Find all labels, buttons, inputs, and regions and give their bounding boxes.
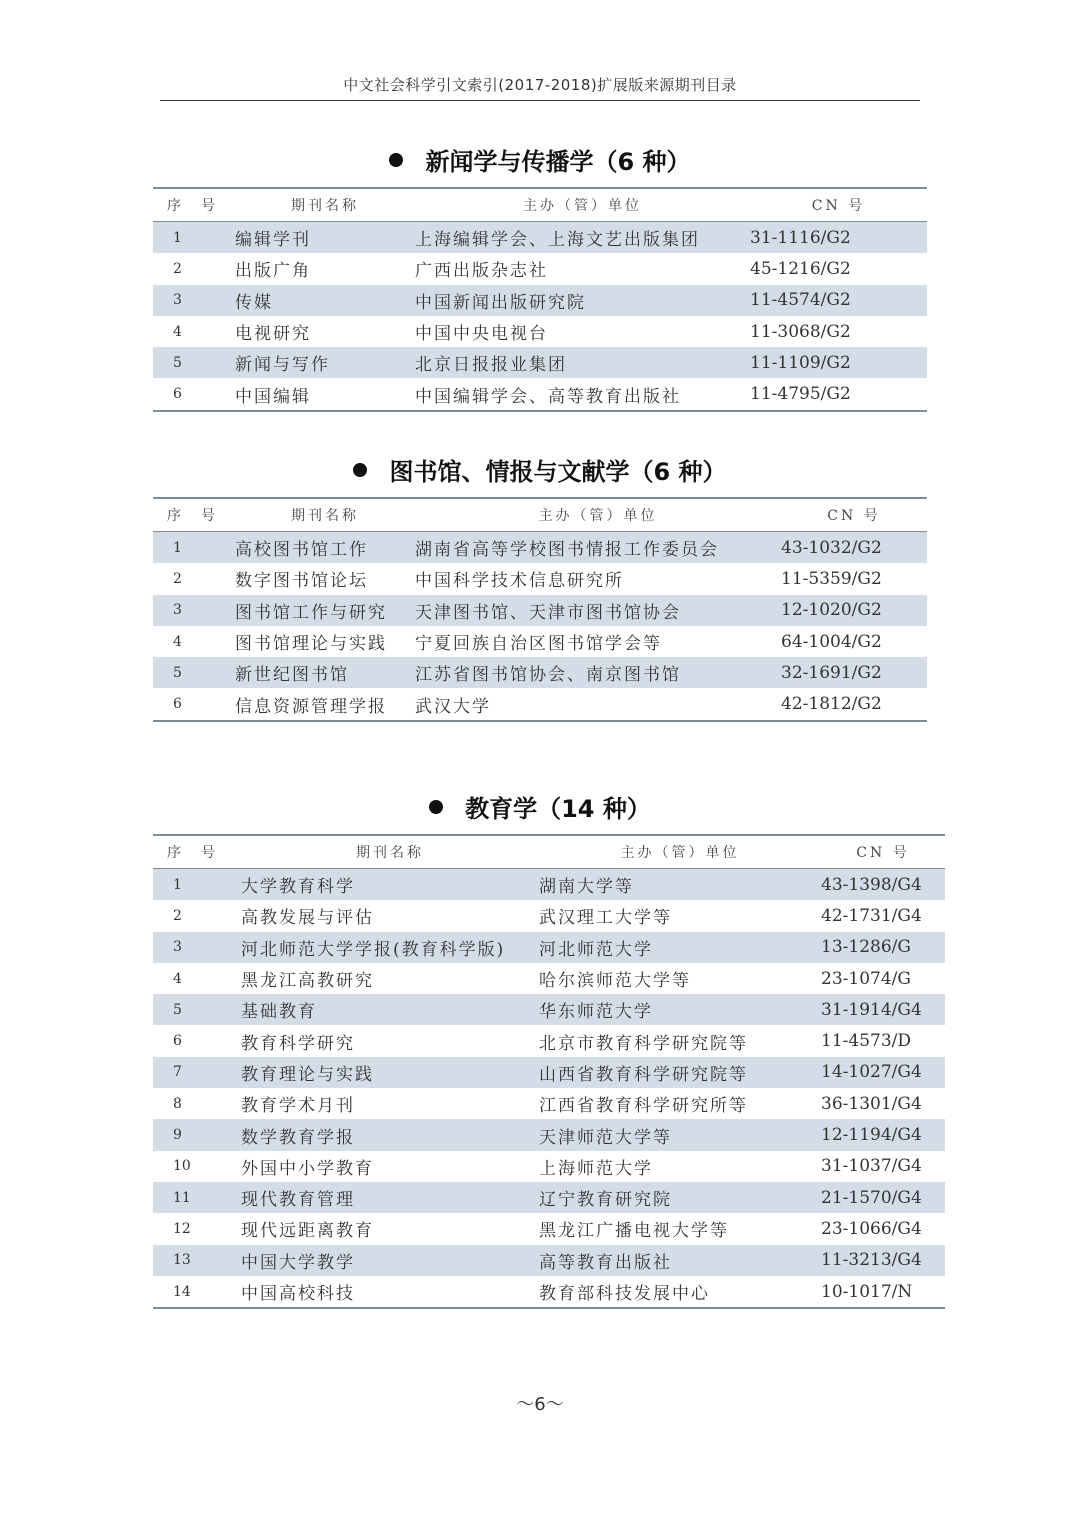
cn-number: 11-3068/G2 <box>750 321 851 342</box>
row-index: 1 <box>153 532 235 564</box>
journal-name: 教育科学研究 <box>241 1033 355 1054</box>
journal-name: 外国中小学教育 <box>241 1158 374 1179</box>
journal-name: 现代教育管理 <box>241 1182 539 1213</box>
col-header-cn: CN 号 <box>821 835 945 869</box>
journal-name: 新闻与写作 <box>235 347 415 378</box>
bullet-icon <box>353 463 367 477</box>
table-header-row <box>153 835 945 869</box>
journal-name: 编辑学刊 <box>235 222 415 254</box>
running-header: 中文社会科学引文索引(2017-2018)扩展版来源期刊目录 <box>343 76 737 94</box>
section-title-education <box>0 789 1080 824</box>
section-title-text: 图书馆、情报与文献学（6 种） <box>389 458 727 486</box>
bullet-icon <box>389 153 403 167</box>
bullet-icon <box>429 800 443 814</box>
sponsor: 北京日报报业集团 <box>415 347 750 378</box>
cn-number: 12-1194/G4 <box>821 1119 945 1150</box>
cn-number: 23-1066/G4 <box>821 1218 922 1239</box>
sponsor: 天津图书馆、天津市图书馆协会 <box>415 595 781 626</box>
row-index: 11 <box>153 1182 241 1213</box>
cn-number: 11-4795/G2 <box>750 378 927 410</box>
table-row <box>153 657 927 688</box>
sponsor: 北京市教育科学研究院等 <box>539 1033 748 1054</box>
cn-number: 12-1020/G2 <box>781 595 927 626</box>
journal-name: 中国高校科技 <box>241 1276 539 1308</box>
cn-number: 43-1398/G4 <box>821 869 945 901</box>
section-title-text: 新闻学与传播学（6 种） <box>425 148 691 176</box>
cn-number: 31-1914/G4 <box>821 994 945 1025</box>
table-journalism <box>153 187 927 412</box>
journal-name: 现代远距离教育 <box>241 1221 374 1242</box>
journal-name: 基础教育 <box>241 994 539 1025</box>
table-row <box>153 1276 945 1308</box>
sponsor: 河北师范大学 <box>539 932 821 963</box>
journal-name: 图书馆工作与研究 <box>235 595 415 626</box>
page-number: ～6～ <box>516 1394 564 1415</box>
cn-number: 11-5359/G2 <box>781 568 882 589</box>
col-header-sponsor: 主办（管）单位 <box>415 498 781 532</box>
sponsor: 武汉理工大学等 <box>539 908 672 929</box>
sponsor: 上海编辑学会、上海文艺出版集团 <box>415 222 750 254</box>
table-row <box>153 869 945 901</box>
cn-number: 36-1301/G4 <box>821 1093 922 1114</box>
table-row <box>153 1088 945 1119</box>
table-row <box>153 378 927 410</box>
section-title-library <box>0 452 1080 487</box>
section-title-text: 教育学（14 种） <box>465 795 651 823</box>
row-index: 12 <box>173 1220 191 1237</box>
row-index: 3 <box>153 285 235 316</box>
row-index: 1 <box>153 869 241 901</box>
table-row <box>153 222 927 254</box>
table-row <box>153 900 945 931</box>
table-row <box>153 563 927 594</box>
row-index: 3 <box>153 595 235 626</box>
col-header-sponsor: 主办（管）单位 <box>539 835 821 869</box>
cn-number: 11-3213/G4 <box>821 1245 945 1276</box>
row-index: 5 <box>153 994 241 1025</box>
sponsor: 中国编辑学会、高等教育出版社 <box>415 378 750 410</box>
row-index: 13 <box>153 1245 241 1276</box>
col-header-journal: 期刊名称 <box>241 835 539 869</box>
table-library <box>153 497 927 722</box>
row-index: 1 <box>153 222 235 254</box>
journal-name: 中国编辑 <box>235 378 415 410</box>
cn-number: 21-1570/G4 <box>821 1182 945 1213</box>
cn-number: 31-1037/G4 <box>821 1156 922 1177</box>
table-row <box>153 347 927 378</box>
sponsor: 湖南大学等 <box>539 869 821 901</box>
row-index: 2 <box>173 907 182 924</box>
row-index: 10 <box>173 1158 191 1175</box>
journal-name: 黑龙江高教研究 <box>241 971 374 992</box>
cn-number: 42-1731/G4 <box>821 905 922 926</box>
table-row <box>153 1245 945 1276</box>
row-index: 2 <box>173 260 182 277</box>
row-index: 4 <box>173 323 182 340</box>
sponsor: 中国中央电视台 <box>415 324 548 345</box>
row-index: 5 <box>153 347 235 378</box>
table-row <box>153 994 945 1025</box>
col-header-journal: 期刊名称 <box>235 498 415 532</box>
sponsor: 教育部科技发展中心 <box>539 1276 821 1308</box>
table-education <box>153 834 945 1309</box>
col-header-journal: 期刊名称 <box>235 188 415 222</box>
sponsor: 湖南省高等学校图书情报工作委员会 <box>415 532 781 564</box>
cn-number: 11-1109/G2 <box>750 347 927 378</box>
sponsor: 上海师范大学 <box>539 1158 653 1179</box>
sponsor: 高等教育出版社 <box>539 1245 821 1276</box>
row-index: 4 <box>173 970 182 987</box>
journal-name: 中国大学教学 <box>241 1245 539 1276</box>
table-header-row <box>153 498 927 532</box>
cn-number: 10-1017/N <box>821 1276 945 1308</box>
row-index: 8 <box>173 1095 182 1112</box>
sponsor: 江西省教育科学研究所等 <box>539 1096 748 1117</box>
row-index: 3 <box>153 932 241 963</box>
cn-number: 14-1027/G4 <box>821 1057 945 1088</box>
sponsor: 宁夏回族自治区图书馆学会等 <box>415 634 662 655</box>
journal-name: 信息资源管理学报 <box>235 688 415 720</box>
cn-number: 43-1032/G2 <box>781 532 927 564</box>
sponsor: 天津师范大学等 <box>539 1119 821 1150</box>
cn-number: 31-1116/G2 <box>750 222 927 254</box>
cn-number: 42-1812/G2 <box>781 688 927 720</box>
col-header-index: 序 号 <box>153 188 235 222</box>
col-header-index: 序 号 <box>153 498 235 532</box>
cn-number: 64-1004/G2 <box>781 631 882 652</box>
table-row <box>153 1057 945 1088</box>
journal-name: 传媒 <box>235 285 415 316</box>
table-row <box>153 1119 945 1150</box>
table-row <box>153 932 945 963</box>
header-rule <box>160 100 920 101</box>
table-row <box>153 285 927 316</box>
table-row <box>153 1182 945 1213</box>
row-index: 6 <box>173 1033 182 1050</box>
sponsor: 黑龙江广播电视大学等 <box>539 1221 729 1242</box>
table-row <box>153 1213 945 1244</box>
table-row <box>153 626 927 657</box>
journal-name: 图书馆理论与实践 <box>235 634 387 655</box>
table-row <box>153 253 927 284</box>
journal-name: 教育学术月刊 <box>241 1096 355 1117</box>
sponsor: 哈尔滨师范大学等 <box>539 971 691 992</box>
table-header-row <box>153 188 927 222</box>
row-index: 14 <box>153 1276 241 1308</box>
journal-name: 出版广角 <box>235 261 311 282</box>
journal-name: 高教发展与评估 <box>241 908 374 929</box>
sponsor: 华东师范大学 <box>539 994 821 1025</box>
cn-number: 13-1286/G <box>821 932 945 963</box>
sponsor: 辽宁教育研究院 <box>539 1182 821 1213</box>
cn-number: 11-4574/G2 <box>750 285 927 316</box>
journal-name: 数字图书馆论坛 <box>235 571 368 592</box>
journal-name: 教育理论与实践 <box>241 1057 539 1088</box>
journal-name: 新世纪图书馆 <box>235 657 415 688</box>
journal-name: 高校图书馆工作 <box>235 532 415 564</box>
sponsor: 山西省教育科学研究院等 <box>539 1057 821 1088</box>
sponsor: 中国科学技术信息研究所 <box>415 571 624 592</box>
cn-number: 23-1074/G <box>821 968 911 989</box>
cn-number: 32-1691/G2 <box>781 657 927 688</box>
cn-number: 45-1216/G2 <box>750 258 851 279</box>
row-index: 4 <box>173 633 182 650</box>
table-row <box>153 688 927 720</box>
sponsor: 江苏省图书馆协会、南京图书馆 <box>415 657 781 688</box>
journal-name: 大学教育科学 <box>241 869 539 901</box>
table-row <box>153 963 945 994</box>
col-header-cn: CN 号 <box>750 188 927 222</box>
table-row <box>153 532 927 564</box>
table-row <box>153 316 927 347</box>
col-header-cn: CN 号 <box>781 498 927 532</box>
cn-number: 11-4573/D <box>821 1031 911 1052</box>
journal-name: 电视研究 <box>235 324 311 345</box>
table-row <box>153 1025 945 1056</box>
sponsor: 广西出版杂志社 <box>415 261 548 282</box>
row-index: 7 <box>153 1057 241 1088</box>
section-title-journalism <box>0 142 1080 177</box>
table-row <box>153 595 927 626</box>
journal-name: 数学教育学报 <box>241 1119 539 1150</box>
col-header-index: 序 号 <box>153 835 241 869</box>
table-row <box>153 1151 945 1182</box>
row-index: 6 <box>153 378 235 410</box>
sponsor: 中国新闻出版研究院 <box>415 285 750 316</box>
journal-name: 河北师范大学学报(教育科学版) <box>241 932 539 963</box>
row-index: 2 <box>173 570 182 587</box>
row-index: 9 <box>153 1119 241 1150</box>
row-index: 6 <box>153 688 235 720</box>
sponsor: 武汉大学 <box>415 688 781 720</box>
col-header-sponsor: 主办（管）单位 <box>415 188 750 222</box>
row-index: 5 <box>153 657 235 688</box>
